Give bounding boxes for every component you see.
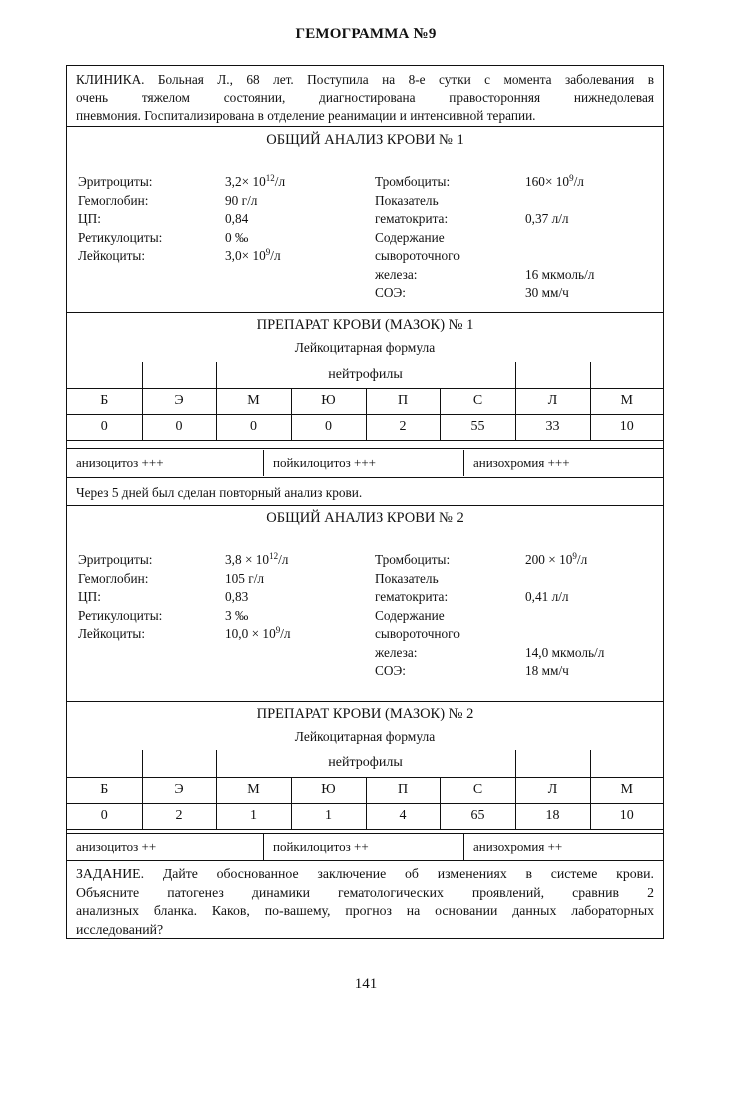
column-header: Л [515, 388, 590, 414]
value-cp: 0,84 [225, 211, 249, 226]
smear2-formula-table [67, 750, 663, 830]
label-erythrocytes: Эритроциты: [78, 552, 153, 567]
table-cell: 0 [216, 414, 291, 440]
empty-cell [590, 362, 663, 388]
value-platelets: $200 \times 10^9/л$ [525, 551, 588, 567]
divider [67, 505, 663, 506]
hemogram-form [66, 65, 664, 939]
analysis1-left-values [225, 173, 285, 266]
value-esr: 30 мм/ч [525, 285, 569, 300]
table-cell: 18 [515, 803, 590, 829]
clinic-description [67, 66, 663, 125]
morphology-anisochromia: анизохромия ++ [473, 839, 563, 854]
empty-cell [67, 750, 142, 777]
column-header: П [366, 777, 440, 803]
table-cell: 55 [440, 414, 515, 440]
column-header: М [216, 777, 291, 803]
analysis2-right-values [525, 551, 604, 681]
morphology-anisocytosis: анизоцитоз +++ [67, 450, 264, 476]
smear2-subheading: Лейкоцитарная формула [294, 729, 436, 744]
value-cp: 0,83 [225, 589, 249, 604]
empty-cell [515, 750, 590, 777]
value-reticulocytes: 0 ‰ [225, 229, 249, 245]
label-platelets: Тромбоциты: [375, 552, 451, 567]
column-header: С [440, 388, 515, 414]
label-esr: СОЭ: [375, 663, 406, 678]
divider [67, 701, 663, 702]
label-iron-1: Содержание [375, 229, 445, 245]
column-header: Л [515, 777, 590, 803]
value-platelets: $160\times 10^9/л$ [525, 173, 584, 189]
analysis1-heading: ОБЩИЙ АНАЛИЗ КРОВИ № 1 [266, 132, 464, 148]
label-hematocrit-2: гематокрита: [375, 211, 449, 226]
empty-cell [142, 362, 216, 388]
column-header: П [366, 388, 440, 414]
column-header: Э [142, 388, 216, 414]
label-hematocrit-2: гематокрита: [375, 589, 449, 604]
clinic-line: очень тяжелом состоянии, диагностирована правосторонняя нижнедолевая [76, 90, 654, 105]
label-iron-3: железа: [375, 644, 418, 660]
column-header: Ю [291, 388, 366, 414]
column-header: М [590, 777, 663, 803]
label-iron-1: Содержание [375, 607, 445, 623]
clinic-line: КЛИНИКА. Больная Л., 68 лет. Поступила на 8-е сутки с момента заболевания в [76, 72, 654, 87]
morphology-poikilocytosis: пойкилоцитоз +++ [264, 450, 464, 476]
table-cell: 10 [590, 803, 663, 829]
analysis2-left-labels [78, 551, 162, 644]
table-cell: 0 [67, 803, 142, 829]
value-iron: 16 мкмоль/л [525, 266, 595, 282]
analysis1-right-labels [375, 173, 460, 303]
label-iron-3: железа: [375, 266, 418, 282]
smear2-morphology [67, 834, 663, 860]
column-header: М [590, 388, 663, 414]
task-line: исследований? [76, 921, 164, 937]
column-header: Б [67, 777, 142, 803]
divider [67, 312, 663, 313]
label-leukocytes: Лейкоциты: [78, 248, 146, 263]
analysis2-right-labels [375, 551, 460, 681]
smear1-heading: ПРЕПАРАТ КРОВИ (МАЗОК) № 1 [256, 317, 474, 333]
table-cell: 2 [142, 803, 216, 829]
label-iron-2: сывороточного [375, 626, 460, 641]
divider [67, 477, 663, 478]
table-cell: 2 [366, 414, 440, 440]
task-line: анализных бланка. Каков, по-вашему, прогноз на основании данных лабораторных [76, 903, 654, 918]
smear2-heading: ПРЕПАРАТ КРОВИ (МАЗОК) № 2 [256, 706, 474, 722]
label-hematocrit-1: Показатель [375, 192, 439, 208]
analysis2-heading: ОБЩИЙ АНАЛИЗ КРОВИ № 2 [266, 510, 464, 526]
table-cell: 65 [440, 803, 515, 829]
divider [67, 126, 663, 127]
empty-cell [515, 362, 590, 388]
label-reticulocytes: Ретикулоциты: [78, 229, 163, 245]
label-erythrocytes: Эритроциты: [78, 174, 153, 189]
table-cell: 0 [142, 414, 216, 440]
empty-cell [590, 750, 663, 777]
smear1-morphology [67, 450, 663, 476]
task-line: Объясните патогенез динамики гематологических проявлений, сравнив 2 [76, 884, 654, 900]
empty-cell [142, 750, 216, 777]
label-hematocrit-1: Показатель [375, 570, 439, 586]
clinic-line: пневмония. Госпитализирована в отделение реанимации и интенсивной терапии. [76, 108, 536, 123]
empty-cell [67, 362, 142, 388]
page-title: ГЕМОГРАММА №9 [295, 26, 437, 42]
analysis2-left-values [225, 551, 291, 644]
table-cell: 0 [291, 414, 366, 440]
neutrophils-group-label: нейтрофилы [216, 362, 515, 388]
value-erythrocytes: $3,2\times 10^{12}/л$ [225, 173, 286, 189]
column-header: Б [67, 388, 142, 414]
column-header: С [440, 777, 515, 803]
divider [67, 448, 663, 449]
table-cell: 10 [590, 414, 663, 440]
label-hemoglobin: Гемоглобин: [78, 192, 149, 208]
value-iron: 14,0 мкмоль/л [525, 644, 605, 660]
analysis1-left-labels [78, 173, 162, 266]
divider [67, 860, 663, 861]
value-reticulocytes: 3 ‰ [225, 607, 249, 623]
value-hemoglobin: 90 г/л [225, 192, 258, 208]
label-platelets: Тромбоциты: [375, 174, 451, 189]
morphology-anisochromia: анизохромия +++ [473, 455, 570, 470]
label-reticulocytes: Ретикулоциты: [78, 607, 163, 623]
column-header: Ю [291, 777, 366, 803]
label-leukocytes: Лейкоциты: [78, 626, 146, 641]
page-number: 141 [354, 976, 378, 992]
value-hemoglobin: 105 г/л [225, 570, 265, 586]
value-hematocrit: 0,41 л/л [525, 589, 569, 604]
morphology-poikilocytosis: пойкилоцитоз ++ [264, 834, 464, 860]
value-leukocytes: $10,0 \times 10^9/л$ [225, 625, 291, 641]
label-cp: ЦП: [78, 211, 101, 226]
neutrophils-group-label: нейтрофилы [216, 750, 515, 777]
smear1-formula-table [67, 362, 663, 441]
column-header: Э [142, 777, 216, 803]
label-esr: СОЭ: [375, 285, 406, 300]
smear1-subheading: Лейкоцитарная формула [294, 340, 436, 355]
table-cell: 0 [67, 414, 142, 440]
table-cell: 1 [291, 803, 366, 829]
value-erythrocytes: $3,8 \times 10^{12}/л$ [225, 551, 289, 567]
label-cp: ЦП: [78, 589, 101, 604]
value-hematocrit: 0,37 л/л [525, 211, 569, 226]
value-leukocytes: $3,0\times 10^9/л$ [225, 247, 281, 263]
value-esr: 18 мм/ч [525, 663, 569, 678]
task-text [67, 862, 663, 939]
table-cell: 33 [515, 414, 590, 440]
label-hemoglobin: Гемоглобин: [78, 570, 149, 586]
column-header: М [216, 388, 291, 414]
table-cell: 1 [216, 803, 291, 829]
repeat-note: Через 5 дней был сделан повторный анализ крови. [76, 485, 363, 500]
task-line: ЗАДАНИЕ. Дайте обоснованное заключение об изменениях в системе крови. [76, 866, 654, 881]
label-iron-2: сывороточного [375, 248, 460, 263]
table-cell: 4 [366, 803, 440, 829]
analysis1-right-values [525, 173, 594, 303]
morphology-anisocytosis: анизоцитоз ++ [67, 834, 264, 860]
